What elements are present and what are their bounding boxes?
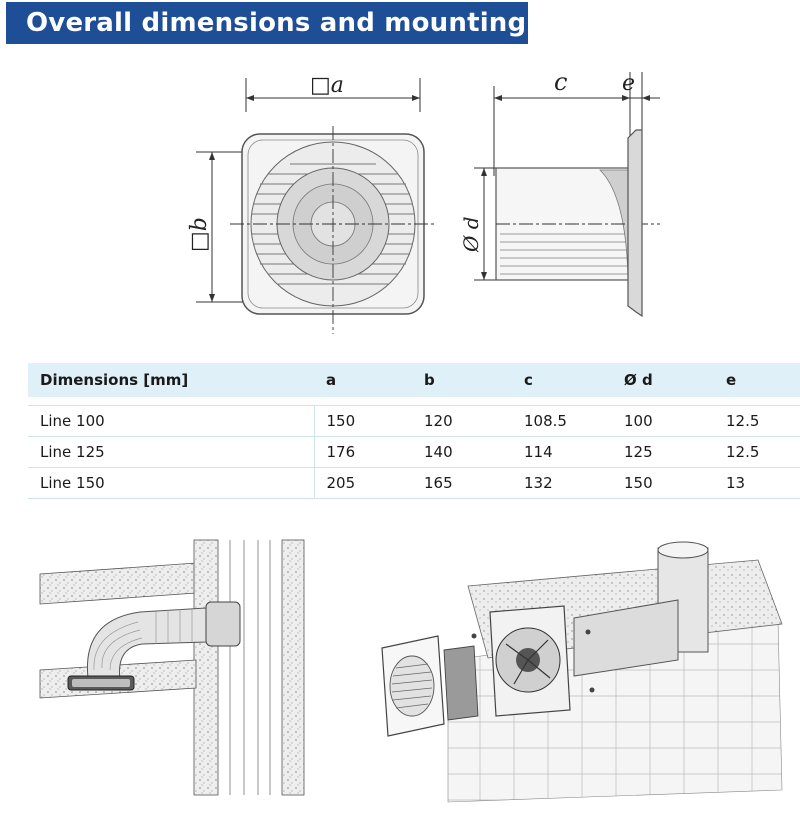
- dim-c-label: c: [554, 68, 568, 96]
- dim-d-label: Ø d: [459, 216, 483, 252]
- header-b: b: [412, 363, 512, 397]
- table-header-row: [28, 363, 800, 397]
- dim-a-label: □a: [310, 73, 344, 98]
- cell-c: 108.5: [512, 406, 612, 437]
- cell-b: 140: [412, 437, 512, 468]
- header-dimensions: Dimensions [mm]: [28, 363, 314, 397]
- table-row: [28, 406, 800, 437]
- cell-e: 13: [714, 468, 800, 499]
- header-c: c: [512, 363, 612, 397]
- cell-d: 100: [612, 406, 714, 437]
- dim-e-label: e: [622, 71, 636, 96]
- cell-d: 125: [612, 437, 714, 468]
- cell-line: Line 100: [28, 406, 314, 437]
- cell-e: 12.5: [714, 437, 800, 468]
- table-row: [28, 468, 800, 499]
- cell-line: Line 150: [28, 468, 314, 499]
- cell-a: 205: [314, 468, 412, 499]
- cell-c: 132: [512, 468, 612, 499]
- dimensions-table: [28, 363, 800, 499]
- header-d: Ø d: [612, 363, 714, 397]
- cell-b: 165: [412, 468, 512, 499]
- cell-e: 12.5: [714, 406, 800, 437]
- cell-line: Line 125: [28, 437, 314, 468]
- cell-d: 150: [612, 468, 714, 499]
- dim-b-label: □b: [187, 217, 212, 252]
- cell-b: 120: [412, 406, 512, 437]
- cell-a: 150: [314, 406, 412, 437]
- side-view-drawing: [460, 66, 670, 326]
- header-a: a: [314, 363, 412, 397]
- duct-mounting-illustration: [30, 530, 310, 810]
- header-e: e: [714, 363, 800, 397]
- table-spacer: [28, 397, 800, 406]
- cell-a: 176: [314, 437, 412, 468]
- table-row: [28, 437, 800, 468]
- fan-installation-illustration: [378, 540, 790, 802]
- page-title: Overall dimensions and mounting: [6, 2, 528, 44]
- cell-c: 114: [512, 437, 612, 468]
- front-view-drawing: [187, 66, 440, 346]
